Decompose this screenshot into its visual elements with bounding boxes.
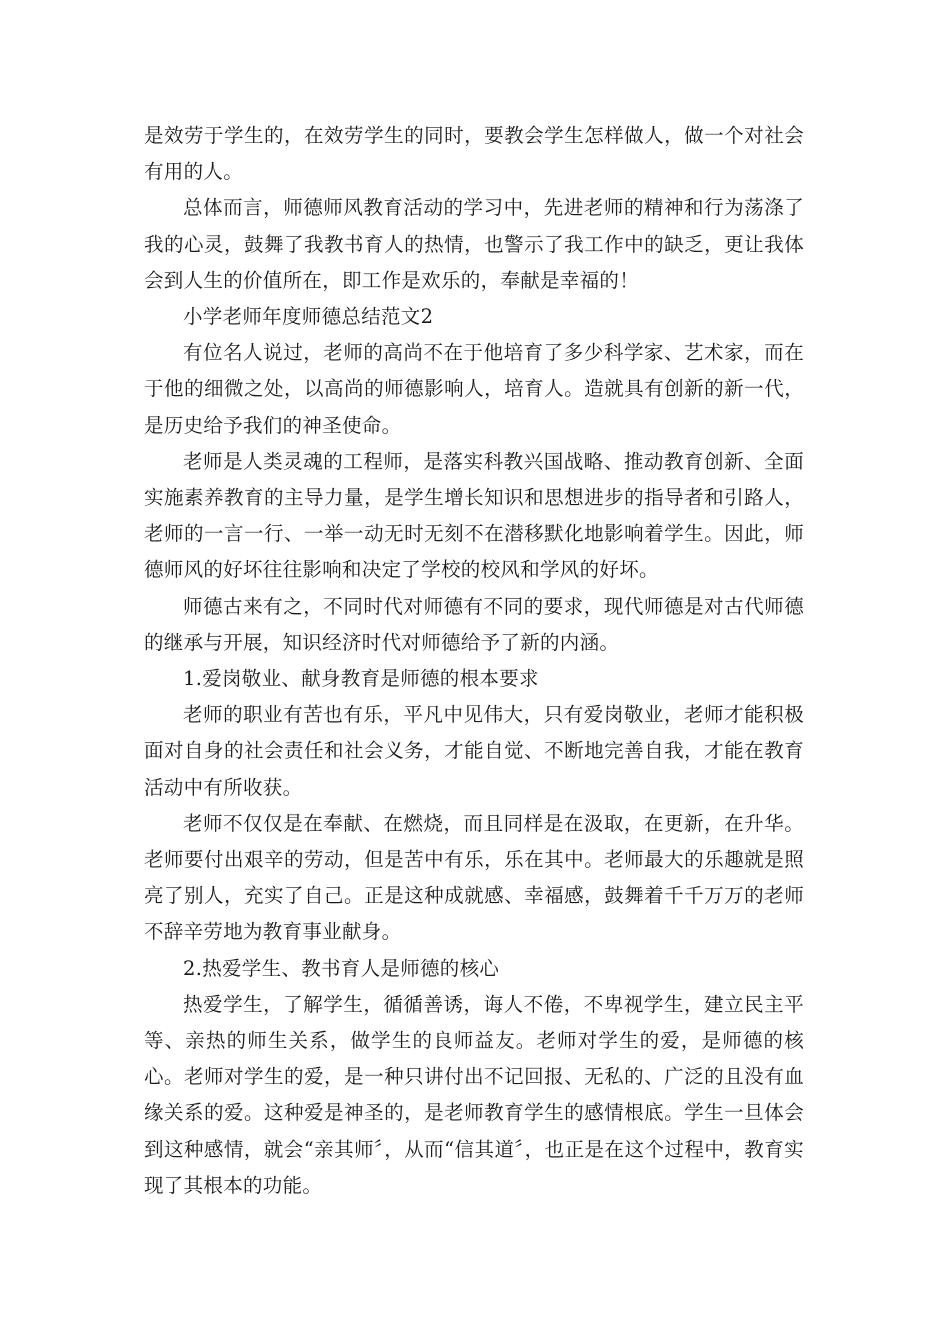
paragraph-love-students: 热爱学生，了解学生，循循善诱，诲人不倦，不卑视学生，建立民主平等、亲热的师生关系，做学生的良师益友。老师对学生的爱，是师德的核心。老师对学生的爱，是一种只讲付出不记回报、无私的、广泛的且没有血缘关系的爱。这种爱是神圣的，是老师教育学生的感情根底。学生一旦体会到这种感情，就会“亲其师〞，从而“信其道〞，也正是在这个过程中，教育实现了其根本的功能。 [144, 992, 804, 1197]
subheading-2: 2.热爱学生、教书育人是师德的核心 [183, 956, 500, 980]
document-page [144, 118, 804, 1204]
paragraph-ethics-history: 师德古来有之，不同时代对师德有不同的要求，现代师德是对古代师德的继承与开展，知识经济时代对师德给予了新的内涵。 [144, 594, 804, 654]
paragraph-continued: 是效劳于学生的，在效劳学生的同时，要教会学生怎样做人，做一个对社会有用的人。 [144, 124, 804, 184]
paragraph-joy: 老师不仅仅是在奉献、在燃烧，而且同样是在汲取，在更新，在升华。老师要付出艰辛的劳动，但是苦中有乐，乐在其中。老师最大的乐趣就是照亮了别人，充实了自己。正是这种成就感、幸福感，鼓舞着千千万万的老师不辞辛劳地为教育事业献身。 [144, 811, 804, 944]
paragraph-dedication: 老师的职业有苦也有乐，平凡中见伟大，只有爱岗敬业，老师才能积极面对自身的社会责任和社会义务，才能自觉、不断地完善自我，才能在教育活动中有所收获。 [144, 703, 804, 799]
paragraph-intro: 有位名人说过，老师的高尚不在于他培育了多少科学家、艺术家，而在于他的细微之处，以高尚的师德影响人，培育人。造就具有创新的新一代，是历史给予我们的神圣使命。 [144, 341, 804, 437]
section-title: 小学老师年度师德总结范文2 [183, 305, 434, 329]
paragraph-teacher-role: 老师是人类灵魂的工程师，是落实科教兴国战略、推动教育创新、全面实施素养教育的主导力量，是学生增长知识和思想进步的指导者和引路人，老师的一言一行、一举一动无时无刻不在潜移默化地影响着学生。因此，师德师风的好坏往往影响和决定了学校的校风和学风的好坏。 [144, 449, 804, 582]
paragraph-summary: 总体而言，师德师风教育活动的学习中，先进老师的精神和行为荡涤了我的心灵，鼓舞了我教书育人的热情，也警示了我工作中的缺乏，更让我体会到人生的价值所在，即工作是欢乐的，奉献是幸福的！ [144, 196, 804, 292]
subheading-1: 1.爱岗敬业、献身教育是师德的根本要求 [183, 667, 539, 691]
